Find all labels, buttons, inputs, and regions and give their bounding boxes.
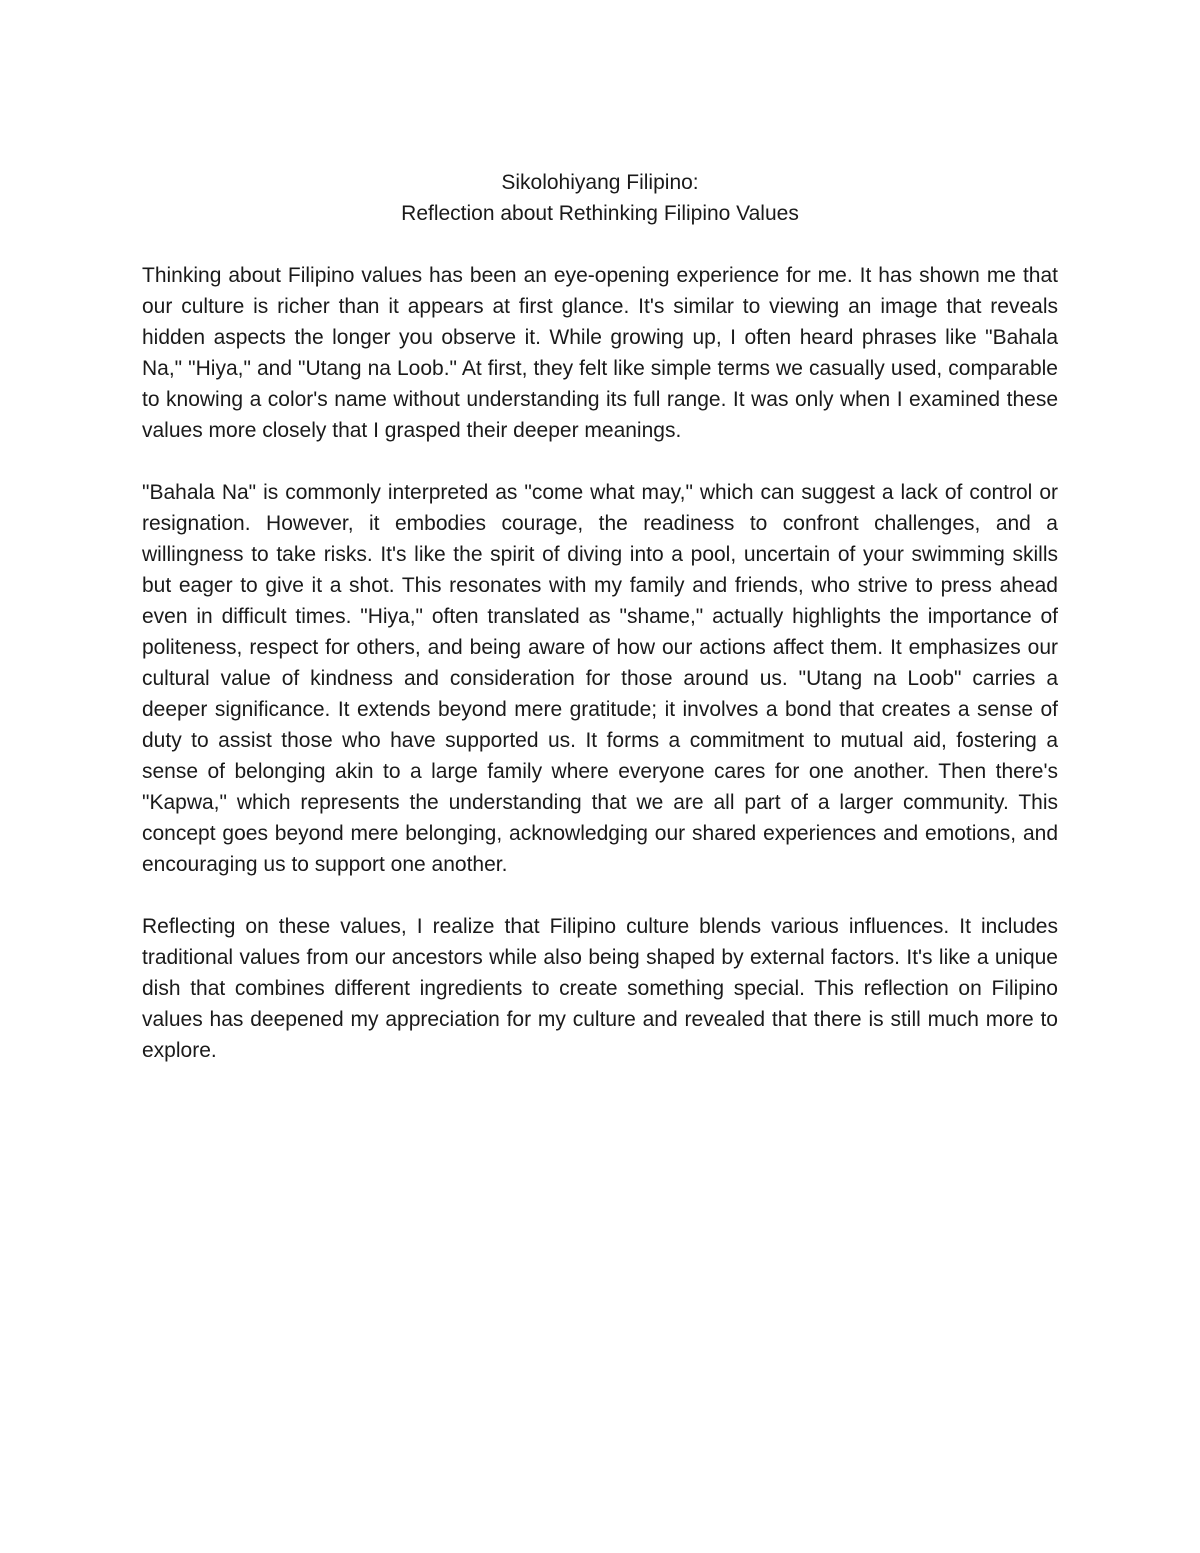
paragraph-1: Thinking about Filipino values has been an eye-opening experience for me. It has shown me that our culture is richer than it appears at first glance. It's similar to viewing an image that reveals hidden aspects the longer you observe it. While growing up, I often heard phrases like "Bahala Na," "Hiya," and "Utang na Loob." At first, they felt like simple terms we casually used, comparable to knowing a color's name without understanding its full range. It was only when I examined these values more closely that I grasped their deeper meanings. (142, 264, 1058, 442)
document-body (142, 167, 1058, 1097)
title-line-1: Sikolohiyang Filipino: (501, 171, 699, 194)
title-line-2: Reflection about Rethinking Filipino Values (401, 202, 799, 225)
paragraph-2: "Bahala Na" is commonly interpreted as "come what may," which can suggest a lack of control or resignation. However, it embodies courage, the readiness to confront challenges, and a willingness to take risks. It's like the spirit of diving into a pool, uncertain of your swimming skills but eager to give it a shot. This resonates with my family and friends, who strive to press ahead even in difficult times. "Hiya," often translated as "shame," actually highlights the importance of politeness, respect for others, and being aware of how our actions affect them. It emphasizes our cultural value of kindness and consideration for those around us. "Utang na Loob" carries a deeper significance. It extends beyond mere gratitude; it involves a bond that creates a sense of duty to assist those who have supported us. It forms a commitment to mutual aid, fostering a sense of belonging akin to a large family where everyone cares for one another. Then there's "Kapwa," which represents the understanding that we are all part of a larger community. This concept goes beyond mere belonging, acknowledging our shared experiences and emotions, and encouraging us to support one another. (142, 481, 1058, 876)
document-title (142, 167, 1058, 229)
paragraph-3: Reflecting on these values, I realize that Filipino culture blends various influences. It includes traditional values from our ancestors while also being shaped by external factors. It's like a unique dish that combines different ingredients to create something special. This reflection on Filipino values has deepened my appreciation for my culture and revealed that there is still much more to explore. (142, 915, 1058, 1062)
